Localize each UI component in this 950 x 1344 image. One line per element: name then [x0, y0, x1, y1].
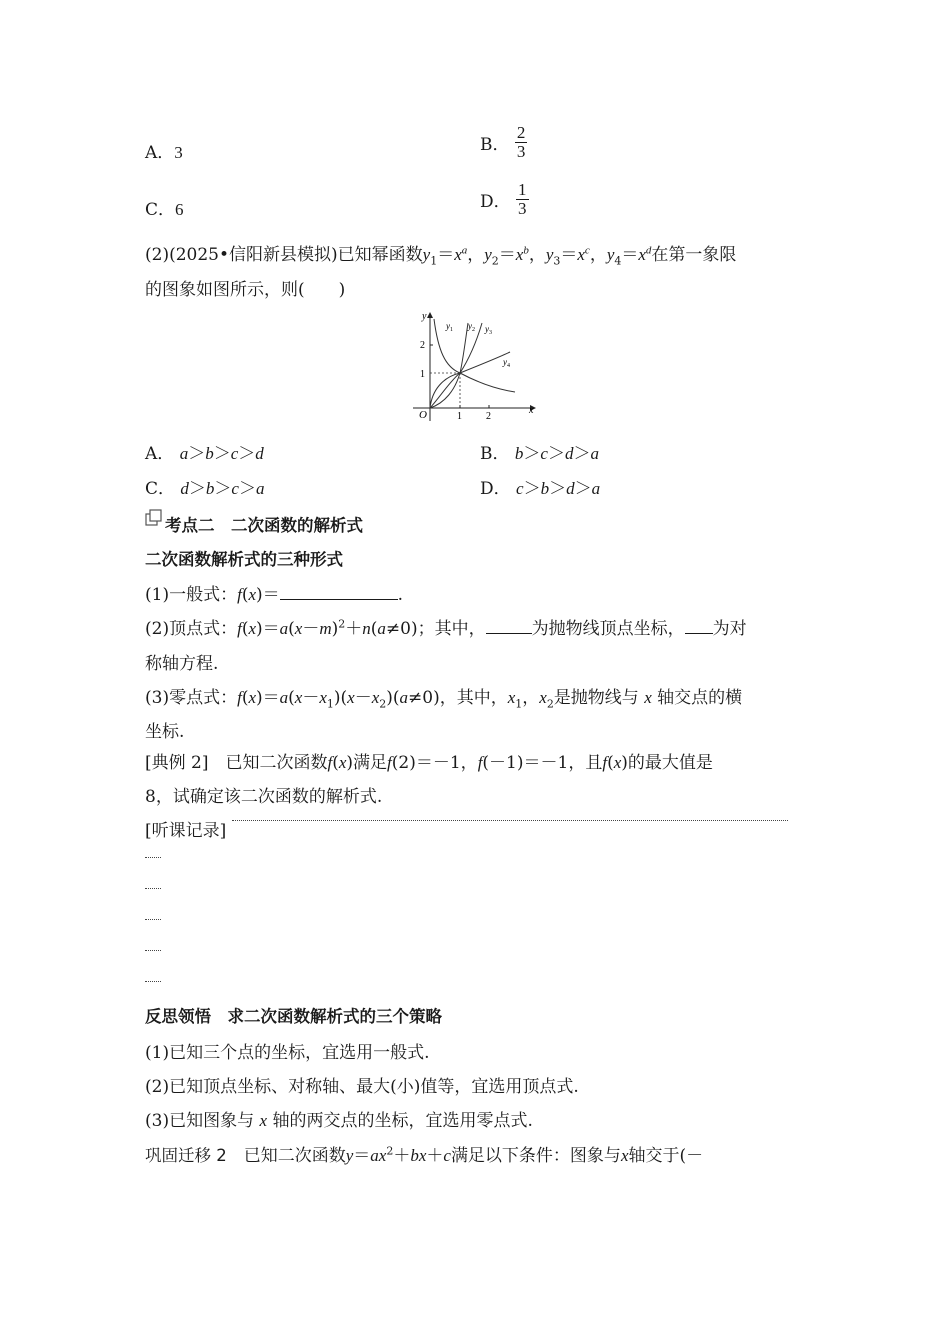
vertex-form-tail2: 为对	[712, 619, 747, 639]
fraction	[516, 181, 529, 218]
example-tag: [典例 2]	[145, 753, 209, 773]
notes-label: [听课记录]	[145, 821, 227, 841]
transfer-text3: 轴交于(－	[628, 1146, 704, 1166]
q2-stem-line1: (2)(2025•信阳新县模拟)已知幂函数$y_1=x^a$，$y_2=x^b$，$y_3=x^c$，$y_4=x^d$在第一象限	[145, 244, 737, 268]
gt: ＞	[574, 479, 592, 499]
notes-line[interactable]	[145, 919, 161, 920]
vertex-coord-blank[interactable]	[486, 617, 532, 634]
q2-stem-line2: 的图象如图所示，则( )	[145, 280, 346, 300]
gt: ＞	[549, 479, 567, 499]
var: c	[230, 444, 239, 463]
q1-option-c[interactable]	[145, 195, 184, 220]
zero-form-tail2: 是抛物线与	[553, 688, 639, 708]
notes-line[interactable]	[145, 981, 161, 982]
reflection-point-3: (3)已知图象与 x 轴的两交点的坐标，宜选用零点式.	[145, 1111, 533, 1131]
y-axis-label: y	[422, 311, 427, 322]
var: b	[540, 479, 550, 498]
power-function-graph	[405, 305, 545, 425]
var: c	[231, 479, 239, 498]
origin-label: O	[419, 409, 427, 421]
option-value: 3	[174, 143, 183, 162]
example-line1: [典例 2] 已知二次函数f(x)满足f(2)＝－1，f(－1)＝－1，且f(x)的最大值是	[145, 753, 713, 773]
notes-line[interactable]	[145, 950, 161, 951]
section-subheading: 二次函数解析式的三种形式	[145, 550, 343, 569]
axis-equation-blank[interactable]	[685, 617, 713, 634]
curve-label-y2: $y_2$	[468, 321, 475, 333]
option-letter: C．	[145, 200, 176, 220]
gt: ＞	[573, 444, 591, 464]
transfer-text2: 满足以下条件：图象与	[450, 1146, 621, 1166]
var: d	[180, 479, 189, 498]
q1-option-b[interactable]	[480, 124, 527, 161]
option-letter: A．	[145, 444, 175, 464]
option-letter: C．	[145, 479, 176, 499]
var: c	[516, 479, 524, 498]
vertex-form-tail1: 为抛物线顶点坐标，	[531, 619, 685, 639]
transfer-line: 巩固迁移 2 已知二次函数$y=ax^2+bx+c$满足以下条件：图象与x轴交于(－	[145, 1144, 704, 1166]
option-value: 6	[175, 200, 184, 219]
q2-prefix: (2)(2025•信阳新县模拟)已知幂函数	[145, 245, 423, 265]
zero-form-line: (3)零点式：$f(x)=a(x-x_1)(x-x_2)(a\ne 0)$，其中，$x_1$，$x_2$是抛物线与 x 轴交点的横	[145, 688, 743, 711]
tick-label-y2: 2	[420, 340, 425, 351]
vertex-form-line: (2)顶点式：$f(x)=a(x-m)^2+n(a\ne 0)$；其中， 为抛物线顶点坐标， 为对	[145, 617, 747, 639]
example-text3: ，且	[568, 753, 603, 773]
numerator: 2	[516, 123, 526, 142]
gt: ＞	[213, 444, 231, 464]
example-text4: 的最大值是	[627, 753, 713, 773]
notes-line[interactable]	[145, 857, 161, 858]
q2-option-b[interactable]	[480, 439, 599, 464]
tick-label-y1: 1	[420, 369, 425, 380]
q1-option-d[interactable]	[480, 181, 529, 218]
reflection-title: 反思领悟 求二次函数解析式的三个策略	[145, 1007, 442, 1026]
q1-option-a[interactable]	[145, 138, 183, 163]
zero-form-line2: 坐标.	[145, 722, 185, 742]
general-form-line: (1)一般式：f(x)＝ .	[145, 585, 404, 605]
gt: ＞	[547, 444, 565, 464]
var: a	[179, 444, 189, 463]
reflection-p3a: (3)已知图象与	[145, 1111, 255, 1131]
vertex-form-mid: ；其中，	[417, 619, 486, 639]
var: b	[205, 479, 215, 498]
example-line2: 8，试确定该二次函数的解析式.	[145, 787, 383, 807]
option-letter: B．	[480, 134, 510, 155]
var: a	[255, 479, 265, 498]
transfer-text1: 已知二次函数	[243, 1146, 346, 1166]
q2-option-c[interactable]	[145, 474, 264, 499]
notes-line[interactable]	[145, 888, 161, 889]
var: a	[591, 479, 601, 498]
zero-form-tail3: 轴交点的横	[657, 688, 743, 708]
var: c	[540, 444, 548, 463]
denominator: 3	[518, 198, 527, 218]
fraction	[515, 124, 528, 161]
option-letter: A．	[145, 143, 175, 163]
curve-label-y1: $y_1$	[446, 321, 453, 333]
tick-label-x2: 2	[486, 411, 491, 422]
var: d	[564, 444, 574, 463]
reflection-p3b: 轴的两交点的坐标，宜选用零点式.	[272, 1111, 533, 1131]
q2-option-a[interactable]	[145, 439, 264, 464]
curve-y3	[430, 352, 510, 408]
curve-label-y3: $y_3$	[485, 324, 492, 336]
example-text1: 已知二次函数	[225, 753, 328, 773]
vertex-form-label: (2)顶点式：	[145, 619, 238, 639]
reflection-point-2: (2)已知顶点坐标、对称轴、最大(小)值等，宜选用顶点式.	[145, 1077, 579, 1097]
zero-form-label: (3)零点式：	[145, 688, 238, 708]
denominator: 3	[516, 141, 526, 161]
curve-y2	[430, 323, 482, 408]
transfer-tag: 巩固迁移 2	[145, 1146, 227, 1165]
zero-form-tail: ，其中，	[439, 688, 508, 708]
gt: ＞	[238, 479, 256, 499]
section-heading: 考点二 二次函数的解析式	[165, 516, 363, 535]
var: b	[205, 444, 214, 463]
tick-label-x1: 1	[457, 411, 462, 422]
gt: ＞	[214, 479, 232, 499]
option-letter: D．	[480, 479, 511, 499]
q2-option-d[interactable]	[480, 474, 600, 499]
x-axis-label: x	[529, 405, 534, 416]
general-form-blank[interactable]	[280, 583, 398, 600]
example-text2: 满足	[353, 753, 388, 773]
var: d	[566, 479, 575, 498]
gt: ＞	[238, 444, 256, 464]
curve-label-y4: $y_4$	[503, 357, 510, 369]
gt: ＞	[188, 479, 206, 499]
gt: ＞	[523, 479, 541, 499]
section-marker-icon	[145, 509, 165, 529]
vertex-form-line2: 称轴方程.	[145, 654, 219, 674]
option-letter: D．	[480, 191, 511, 212]
notes-line[interactable]	[232, 820, 788, 821]
var: a	[590, 444, 599, 463]
gt: ＞	[188, 444, 206, 464]
q2-suffix: 在第一象限	[651, 245, 737, 265]
gt: ＞	[523, 444, 541, 464]
var: d	[255, 444, 264, 463]
reflection-point-1: (1)已知三个点的坐标，宜选用一般式.	[145, 1043, 430, 1063]
general-form-label: (1)一般式：	[145, 585, 238, 605]
option-letter: B．	[480, 444, 510, 464]
numerator: 1	[518, 180, 527, 199]
var: b	[514, 444, 524, 463]
